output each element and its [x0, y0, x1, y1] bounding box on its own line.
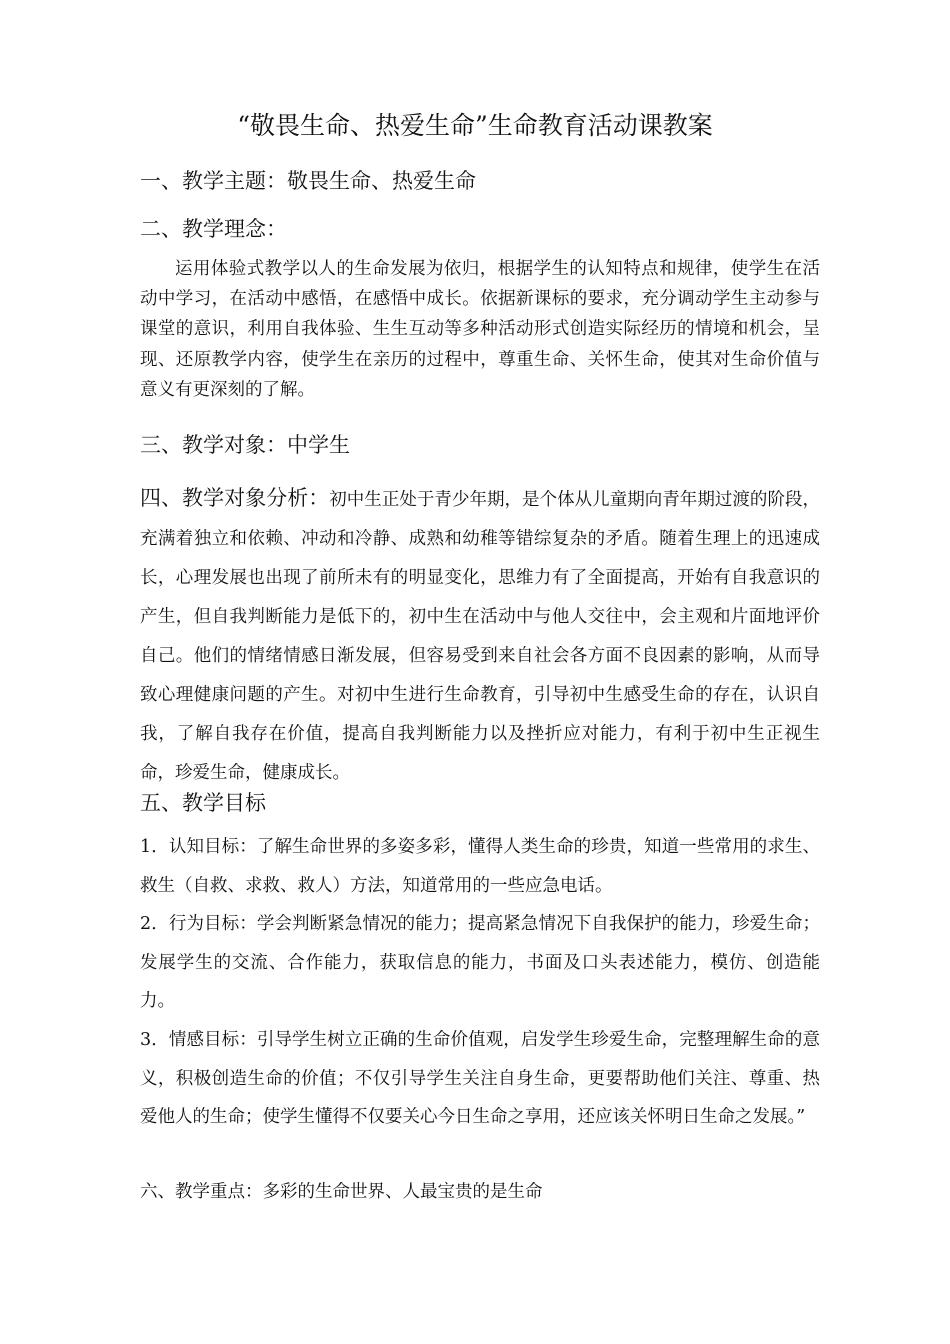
section-teaching-goals-heading: 五、教学目标	[140, 791, 266, 815]
section-teaching-theme: 一、教学主题：敬畏生命、热爱生命	[140, 169, 476, 193]
audience-analysis-text: 初中生正处于青少年期，是个体从儿童期向青年期过渡的阶段，充满着独立和依赖、冲动和冷静、成熟和幼稚等错综复杂的矛盾。随着生理上的迅速成长，心理发展也出现了前所未有的明显变化，思维力有了全面提高，开始有自我意识的产生，但自我判断能力是低下的，初中生在活动中与他人交往中，会主观和片面地评价自己。他们的情绪情感日渐发展，但容易受到来自社会各方面不良因素的影响，从而导致心理健康问题的产生。对初中生进行生命教育，引导初中生感受生命的存在，认识自我，了解自我存在价值，提高自我判断能力以及挫折应对能力，有利于初中生正视生命，珍爱生命，健康成长。	[140, 490, 820, 783]
goal-item-behavioral: 2．行为目标：学会判断紧急情况的能力；提高紧急情况下自我保护的能力，珍爱生命；发展学生的交流、合作能力，获取信息的能力，书面及口头表述能力，模仿、创造能力。	[140, 914, 820, 1011]
goal-item-emotional: 3．情感目标：引导学生树立正确的生命价值观，启发学生珍爱生命，完整理解生命的意义，积极创造生命的价值；不仅引导学生关注自身生命，更要帮助他们关注、尊重、热爱他人的生命；使学生懂得不仅要关心今日生命之享用，还应该关怀明日生命之发展。”	[140, 1030, 820, 1127]
document-title: “敬畏生命、热爱生命”生命教育活动课教案	[237, 111, 713, 140]
goal-item-cognitive: 1．认知目标：了解生命世界的多姿多彩，懂得人类生命的珍贵，知道一些常用的求生、救生（自救、求救、救人）方法，知道常用的一些应急电话。	[140, 837, 820, 896]
section-teaching-concept-heading: 二、教学理念：	[140, 217, 287, 241]
audience-analysis-heading: 四、教学对象分析：	[140, 486, 330, 510]
section-teaching-focus: 六、教学重点：多彩的生命世界、人最宝贵的是生命	[140, 1182, 543, 1202]
audience-analysis-paragraph	[140, 479, 820, 793]
teaching-concept-paragraph: 运用体验式教学以人的生命发展为依归，根据学生的认知特点和规律，使学生在活动中学习，在活动中感悟，在感悟中成长。依据新课标的要求，充分调动学生主动参与课堂的意识，利用自我体验、生生互动等多种活动形式创造实际经历的情境和机会，呈现、还原教学内容，使学生在亲历的过程中，尊重生命、关怀生命，使其对生命价值与意义有更深刻的了解。	[140, 259, 820, 400]
section-teaching-audience: 三、教学对象：中学生	[140, 433, 350, 457]
